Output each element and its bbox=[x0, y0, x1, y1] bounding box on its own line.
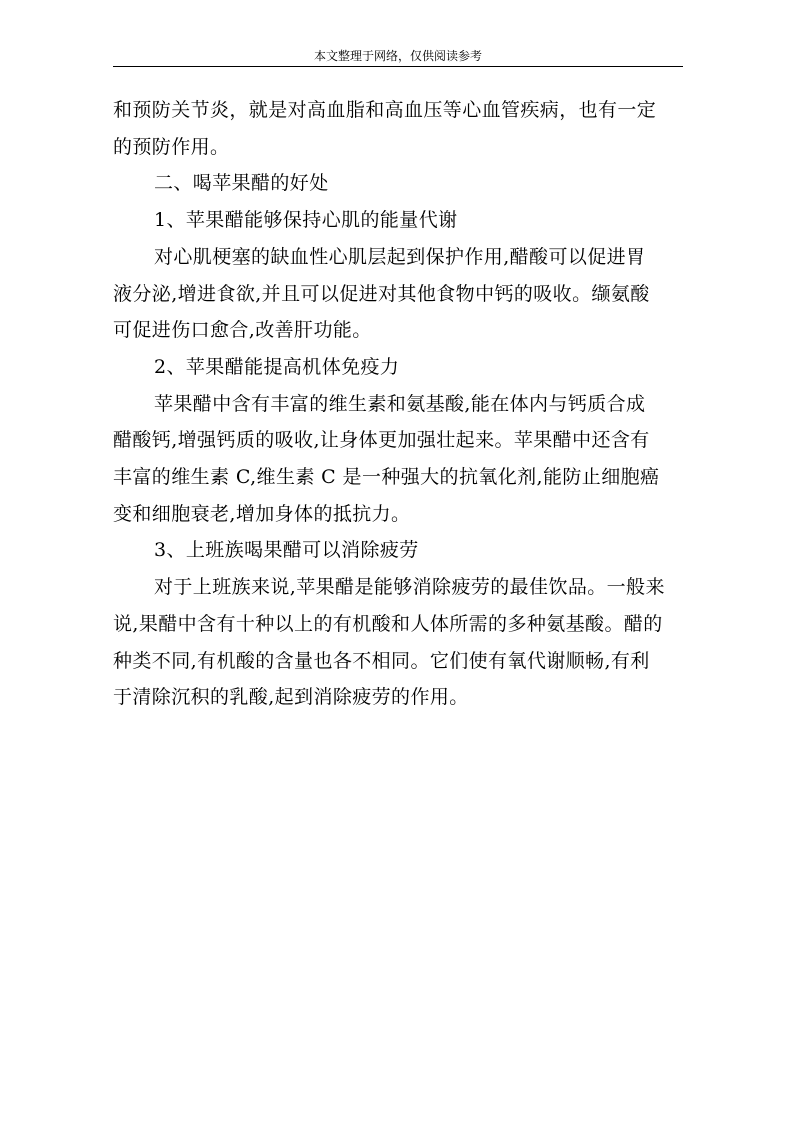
subheading-3 bbox=[113, 532, 687, 569]
text-line: 醋酸钙,增强钙质的吸收,让身体更加强壮起来。苹果醋中还含有 bbox=[113, 429, 650, 452]
text-line: 种类不同,有机酸的含量也各不相同。它们使有氧代谢顺畅,有利 bbox=[113, 649, 650, 672]
text-line: 对于上班族来说,苹果醋是能够消除疲劳的最佳饮品。一般来 bbox=[154, 576, 665, 599]
body-text bbox=[113, 92, 687, 716]
heading-line: 2、苹果醋能提高机体免疫力 bbox=[154, 355, 400, 378]
text-line: 变和细胞衰老,增加身体的抵抗力。 bbox=[113, 502, 411, 525]
text-line: 说,果醋中含有十种以上的有机酸和人体所需的多种氨基酸。醋的 bbox=[113, 612, 663, 635]
text-line: 的预防作用。 bbox=[113, 135, 230, 158]
text-line: 可促进伤口愈合,改善肝功能。 bbox=[113, 319, 372, 342]
text-line: 和预防关节炎，就是对高血脂和高血压等心血管疾病，也有一定 bbox=[113, 99, 657, 121]
heading-line: 二、喝苹果醋的好处 bbox=[154, 172, 329, 195]
text-line: 于清除沉积的乳酸,起到消除疲劳的作用。 bbox=[113, 686, 469, 709]
page-header: 本文整理于网络，仅供阅读参考 bbox=[313, 49, 482, 63]
text-line: 液分泌,增进食欲,并且可以促进对其他食物中钙的吸收。缬氨酸 bbox=[113, 282, 650, 305]
text-line: 丰富的维生素 C,维生素 C 是一种强大的抗氧化剂,能防止细胞癌 bbox=[113, 466, 660, 489]
subheading-2 bbox=[113, 349, 687, 386]
text-line: 对心肌梗塞的缺血性心肌层起到保护作用,醋酸可以促进胃 bbox=[154, 245, 646, 268]
header-divider bbox=[113, 66, 683, 67]
heading-line: 3、上班族喝果醋可以消除疲劳 bbox=[154, 539, 419, 562]
text-line: 苹果醋中含有丰富的维生素和氨基酸,能在体内与钙质合成 bbox=[154, 392, 646, 415]
paragraph-2 bbox=[113, 386, 687, 533]
section-heading bbox=[113, 165, 687, 202]
paragraph-intro-continuation bbox=[113, 92, 687, 165]
heading-line: 1、苹果醋能够保持心肌的能量代谢 bbox=[154, 209, 458, 232]
paragraph-3 bbox=[113, 569, 687, 716]
paragraph-1 bbox=[113, 239, 687, 349]
subheading-1 bbox=[113, 202, 687, 239]
